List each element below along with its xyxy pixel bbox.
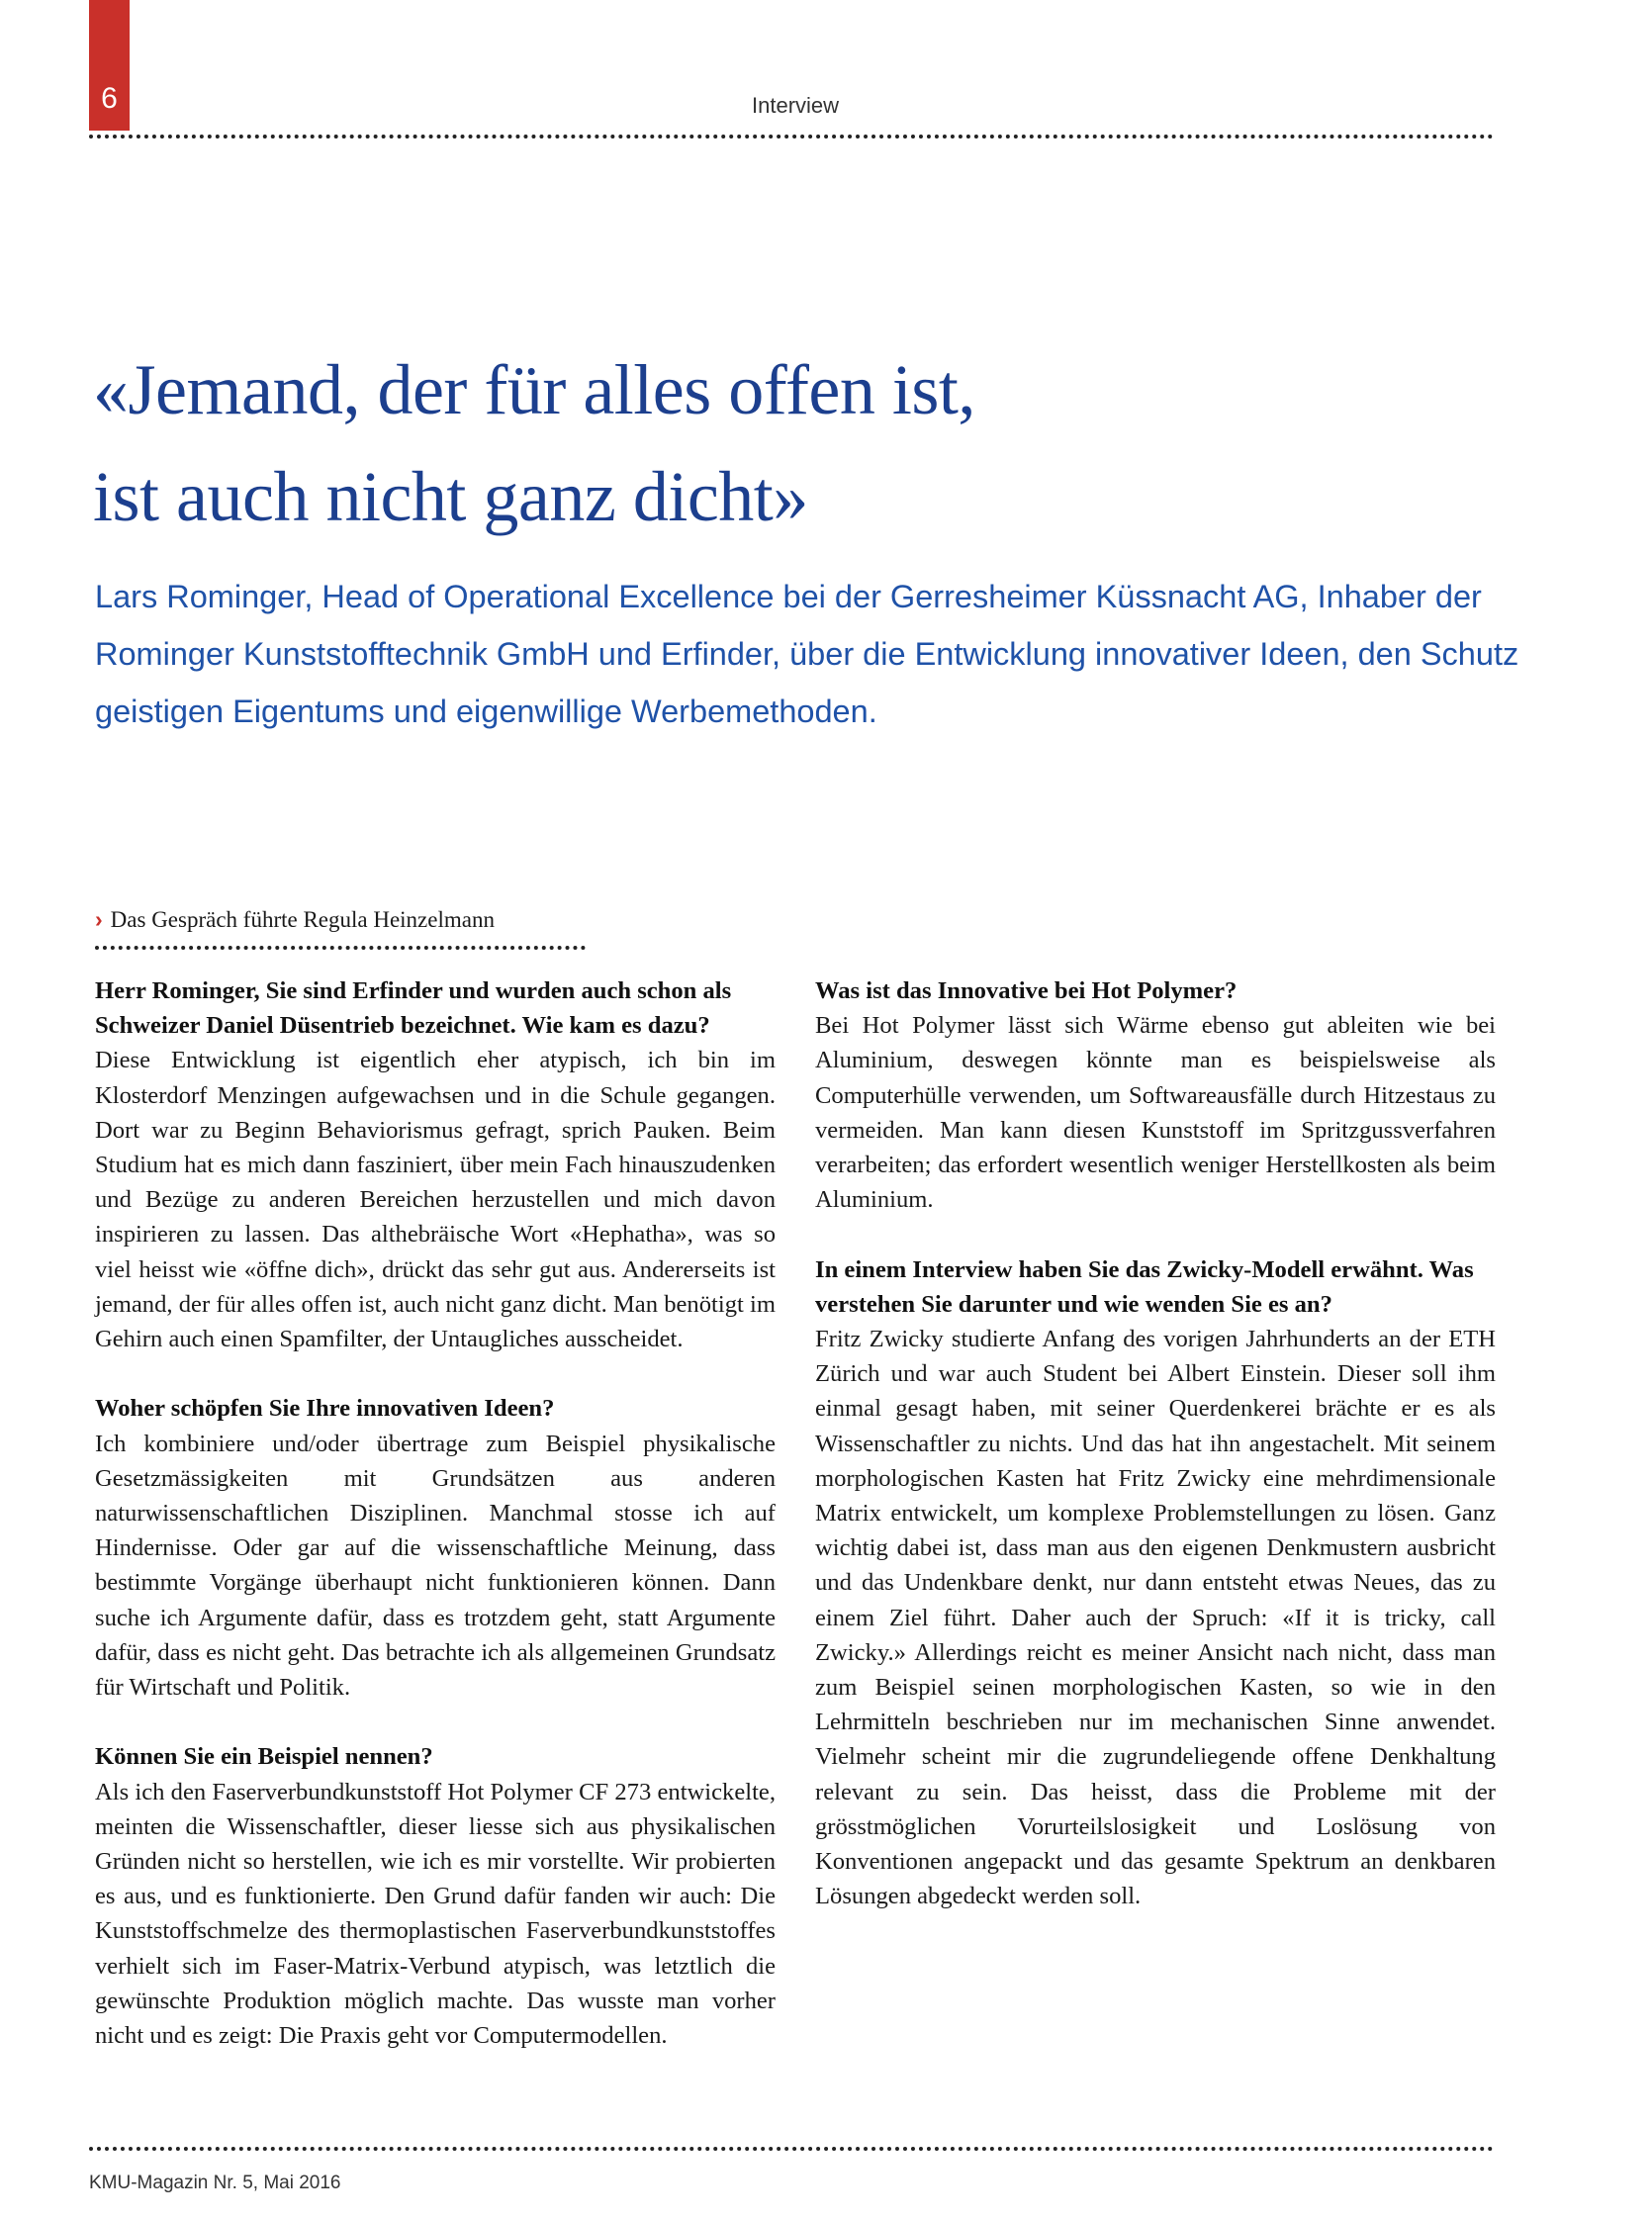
byline-divider [95,946,586,950]
answer-1: Diese Entwicklung ist eigentlich eher atypisch, ich bin im Klosterdorf Menzingen aufgewachsen und in die Schule gegangen. Dort war zu Beginn Behaviorismus gefragt, sprich Pauken. Beim Studium hat es mich dann fasziniert, über mein Fach hinauszudenken und Bezüge zu anderen Bereichen herzustellen und mich davon inspirieren zu lassen. Das althebräische Wort «Hephatha», was so viel heisst wie «öffne dich», drückt das sehr gut aus. Andererseits ist jemand, der für alles offen ist, auch nicht ganz dicht. Man benötigt im Gehirn auch einen Spamfilter, der Untaugliches ausscheidet. [95,1047,776,1353]
answer-2: Ich kombiniere und/oder übertrage zum Beispiel physikalische Gesetzmässigkeiten mit Grundsätzen aus anderen naturwissenschaftlichen Disziplinen. Manchmal stosse ich auf Hindernisse. Oder gar auf die wissenschaftliche Meinung, dass bestimmte Vorgänge überhaupt nicht funktionieren können. Dann suche ich Argumente dafür, dass es trotzdem geht, statt Argumente dafür, dass es nicht geht. Das betrachte ich als allgemeinen Grundsatz für Wirtschaft und Politik. [95,1430,776,1702]
section-label: Interview [752,93,840,118]
footer-issue: KMU-Magazin Nr. 5, Mai 2016 [89,2173,341,2193]
question-3: Können Sie ein Beispiel nennen? [95,1743,433,1771]
question-1: Herr Rominger, Sie sind Erfinder und wurden auch schon als Schweizer Daniel Düsentrieb bezeichnet. Wie kam es dazu? [95,977,732,1040]
chevron-right-icon: › [95,906,103,932]
article-column-right [815,973,1496,1913]
article-title [93,336,1517,550]
question-5: In einem Interview haben Sie das Zwicky-Modell erwähnt. Was verstehen Sie darunter und wie wenden Sie es an? [815,1255,1474,1318]
byline-text: Das Gespräch führte Regula Heinzelmann [110,907,495,932]
article-column-left [95,973,776,2053]
page-number: 6 [101,82,118,115]
footer-divider [89,2147,1494,2151]
article-lead: Lars Rominger, Head of Operational Excellence bei der Gerresheimer Küssnacht AG, Inhaber der Rominger Kunststofftechnik GmbH und Erfinder, über die Entwicklung innovativer Ideen, den Schutz geistigen Eigentums und eigenwillige Werbemethoden. [95,579,1519,729]
title-line-2: ist auch nicht ganz dicht» [93,457,808,536]
question-2: Woher schöpfen Sie Ihre innovativen Ideen? [95,1395,555,1423]
question-4: Was ist das Innovative bei Hot Polymer? [815,977,1238,1004]
answer-4: Bei Hot Polymer lässt sich Wärme ebenso gut ableiten wie bei Aluminium, deswegen könnte man es beispielsweise als Computerhülle verwenden, um Softwareausfälle durch Hitzestaus zu vermeiden. Man kann diesen Kunststoff im Spritzgussverfahren verarbeiten; das erfordert wesentlich weniger Herstellkosten als beim Aluminium. [815,1012,1496,1214]
answer-5: Fritz Zwicky studierte Anfang des vorigen Jahrhunderts an der ETH Zürich und war auch Student bei Albert Einstein. Dieser soll ihm einmal gesagt haben, mit seiner Querdenkerei brächte er es als Wissenschaftler zu nichts. Und das hat ihn angestachelt. Mit seinem morphologischen Kasten hat Fritz Zwicky eine mehrdimensionale Matrix entwickelt, um komplexe Problemstellungen zu lösen. Ganz wichtig dabei ist, dass man aus den eigenen Denkmustern ausbricht und das Undenkbare denkt, nur dann entsteht etwas Neues, das zu einem Ziel führt. Daher auch der Spruch: «If it is tricky, call Zwicky.» Allerdings reicht es meiner Ansicht nach nicht, dass man zum Beispiel seinen morphologischen Kasten, so wie in den Lehrmitteln beschrieben nur im mechanischen Sinne anwendet. Vielmehr scheint mir die zugrundeliegende offene Denkhaltung relevant zu sein. Das heisst, dass die Probleme mit der grösstmöglichen Vorurteilslosigkeit und Loslösung von Konventionen angepackt und das gesamte Spektrum an denkbaren Lösungen abgedeckt werden soll. [815,1326,1496,1910]
header-divider [89,135,1494,139]
title-line-1: «Jemand, der für alles offen ist, [93,350,975,429]
answer-3: Als ich den Faserverbundkunststoff Hot Polymer CF 273 entwickelte, meinten die Wissenschaftler, dieser liesse sich aus physikalischen Gründen nicht so herstellen, wie ich es mir vorstellte. Wir probierten es aus, und es funktionierte. Den Grund dafür fanden wir auch: Die Kunststoffschmelze des thermoplastischen Faserverbundkunststoffes verhielt sich im Faser-Matrix-Verbund atypisch, was letztlich die gewünschte Produktion möglich machte. Das wusste man vorher nicht und es zeigt: Die Praxis geht vor Computermodellen. [95,1778,776,2050]
byline [95,906,495,933]
